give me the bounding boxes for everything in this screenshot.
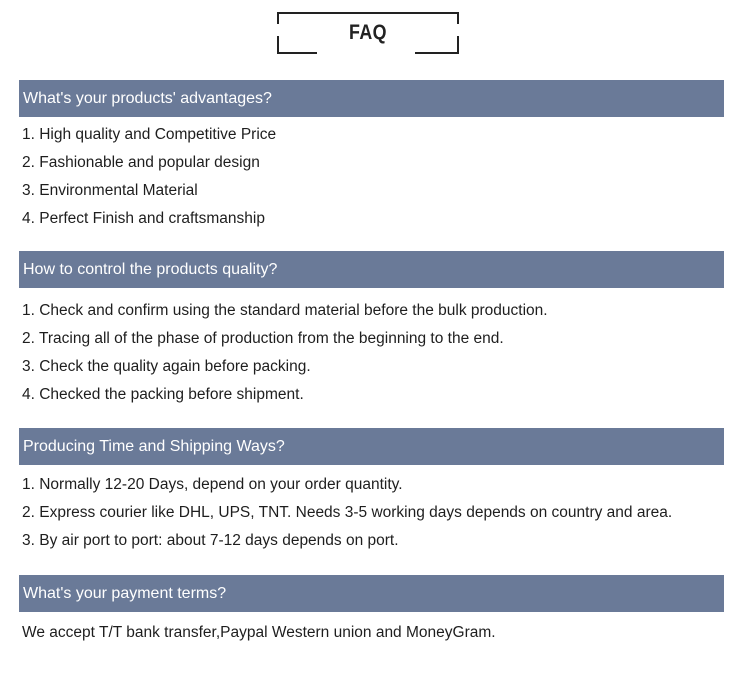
list-item: 1. Check and confirm using the standard material before the bulk production. xyxy=(22,302,548,319)
list-item: 2. Fashionable and popular design xyxy=(22,154,260,171)
list-item: 4. Checked the packing before shipment. xyxy=(22,386,304,403)
list-item: 2. Express courier like DHL, UPS, TNT. Needs 3-5 working days depends on country and area. xyxy=(22,504,673,521)
list-item: We accept T/T bank transfer,Paypal Western union and MoneyGram. xyxy=(22,624,496,641)
section-header-quality-control: How to control the products quality? xyxy=(19,251,724,288)
list-item: 3. Environmental Material xyxy=(22,182,198,199)
list-item: 4. Perfect Finish and craftsmanship xyxy=(22,210,265,227)
section-header-advantages: What's your products' advantages? xyxy=(19,80,724,117)
list-item: 1. High quality and Competitive Price xyxy=(22,126,277,143)
list-item: 3. By air port to port: about 7-12 days depends on port. xyxy=(22,532,399,549)
section-header-payment-terms: What's your payment terms? xyxy=(19,575,724,612)
list-item: 3. Check the quality again before packing. xyxy=(22,358,311,375)
page-title: FAQ xyxy=(349,21,387,44)
list-item: 2. Tracing all of the phase of production from the beginning to the end. xyxy=(22,330,504,347)
section-header-producing-shipping: Producing Time and Shipping Ways? xyxy=(19,428,724,465)
list-item: 1. Normally 12-20 Days, depend on your order quantity. xyxy=(22,476,403,493)
faq-title-frame xyxy=(277,12,459,54)
